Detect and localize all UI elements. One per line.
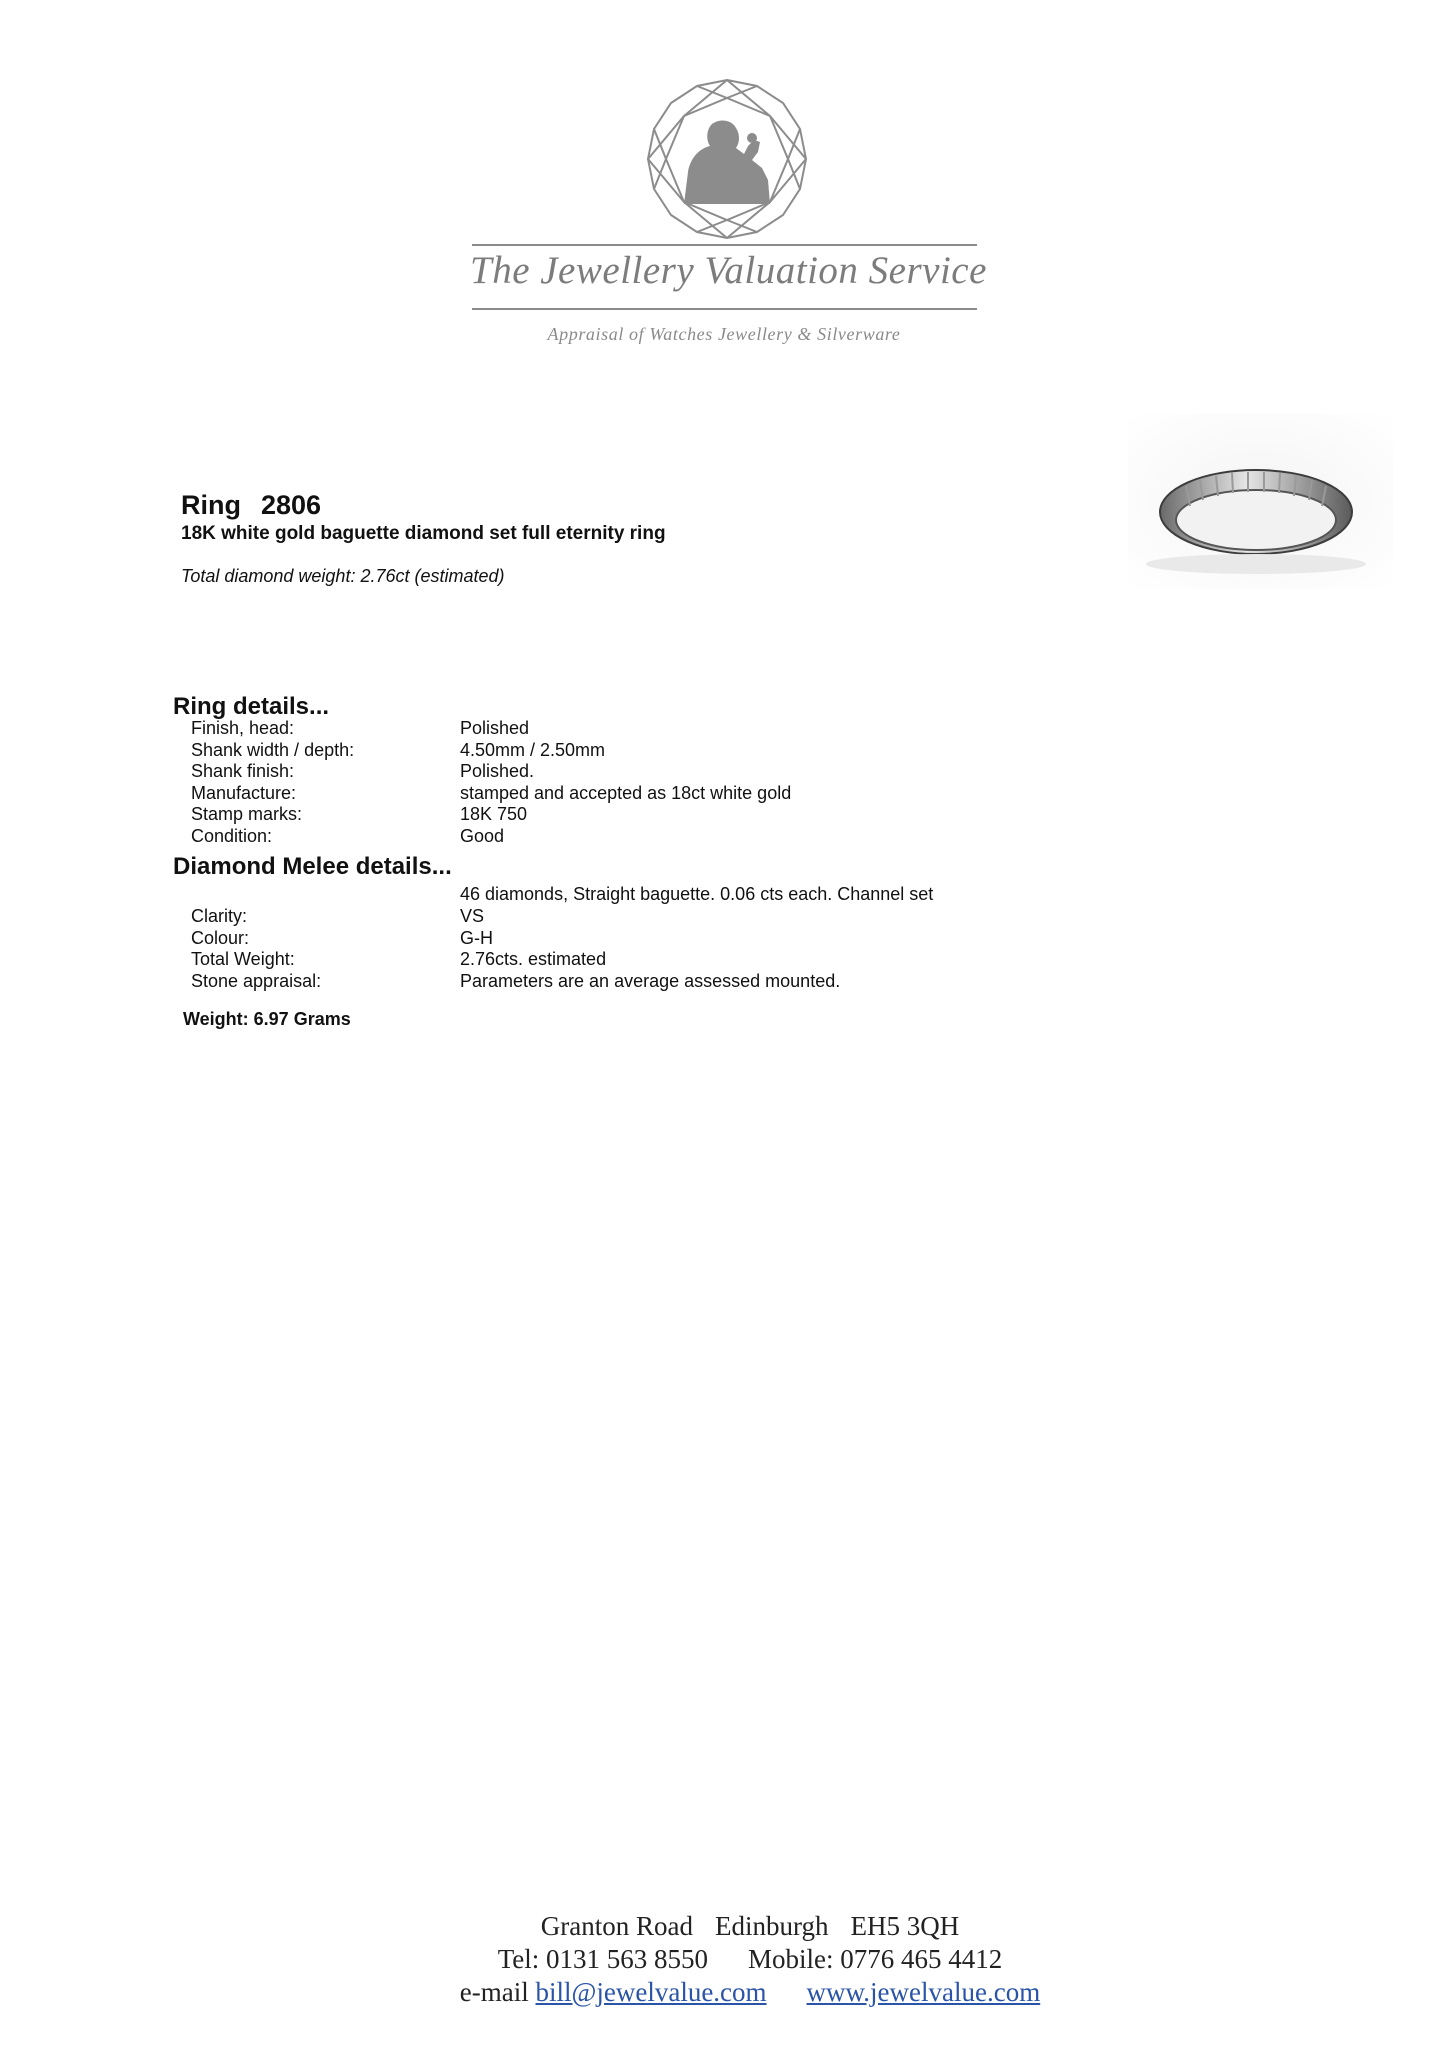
diamond-details-label: Clarity: [191, 906, 248, 926]
footer-phones [380, 1944, 1120, 1975]
item-description: 18K white gold baguette diamond set full eternity ring [181, 523, 666, 544]
brand-name: The Jewellery Valuation Service [470, 249, 987, 292]
footer-city: Edinburgh [714, 1911, 829, 1941]
item-label: Ring [181, 490, 241, 520]
footer-street: Granton Road [540, 1911, 693, 1941]
ring-details-value: 4.50mm / 2.50mm [460, 739, 606, 760]
letterhead-rule-top [472, 244, 977, 246]
diamond-details-label: Total Weight: [191, 949, 295, 970]
ring-details-value: 18K 750 [460, 804, 528, 824]
brand-tagline: Appraisal of Watches Jewellery & Silverware [547, 324, 901, 344]
footer-tel: Tel: 0131 563 8550 [497, 1944, 709, 1974]
footer-mobile: Mobile: 0776 465 4412 [748, 1944, 1003, 1974]
ring-details-label: Finish, head: [191, 718, 295, 738]
ring-details-value: Good [460, 825, 505, 846]
ring-details-label: Shank width / depth: [191, 739, 355, 760]
footer-contact [380, 1977, 1120, 2008]
email-link[interactable]: bill@jewelvalue.com [535, 1977, 767, 2007]
item-number: 2806 [261, 490, 322, 520]
ring-details-heading: Ring details... [173, 693, 330, 720]
ring-details-value: stamped and accepted as 18ct white gold [460, 782, 792, 803]
footer-postcode: EH5 3QH [850, 1911, 960, 1941]
diamond-summary: 46 diamonds, Straight baguette. 0.06 cts each. Channel set [460, 884, 934, 904]
diamond-details-value: 2.76cts. estimated [460, 949, 607, 970]
footer-email-label: e-mail [459, 1977, 529, 2007]
diamond-details-label: Stone appraisal: [191, 971, 322, 992]
item-total-weight-note: Total diamond weight: 2.76ct (estimated) [181, 566, 505, 586]
letterhead-rule-bottom [472, 308, 977, 310]
ring-details-value: Polished. [460, 761, 535, 781]
ring-details-label: Condition: [191, 825, 273, 846]
ring-details-label: Manufacture: [191, 782, 297, 803]
ring-details-value: Polished [460, 718, 530, 738]
diamond-details-label: Colour: [191, 927, 250, 948]
website-link[interactable]: www.jewelvalue.com [806, 1977, 1041, 2007]
ring-photo [1128, 414, 1393, 589]
ring-details-label: Stamp marks: [191, 804, 303, 824]
diamond-details-value: VS [460, 906, 485, 926]
diamond-details-value: Parameters are an average assessed mounted. [460, 971, 841, 992]
total-item-weight: Weight: 6.97 Grams [183, 1009, 351, 1029]
item-title [181, 490, 321, 521]
company-logo-icon [644, 76, 810, 242]
diamond-details-heading: Diamond Melee details... [173, 853, 452, 880]
footer-address [380, 1911, 1120, 1942]
ring-details-label: Shank finish: [191, 761, 295, 781]
diamond-details-value: G-H [460, 927, 493, 948]
